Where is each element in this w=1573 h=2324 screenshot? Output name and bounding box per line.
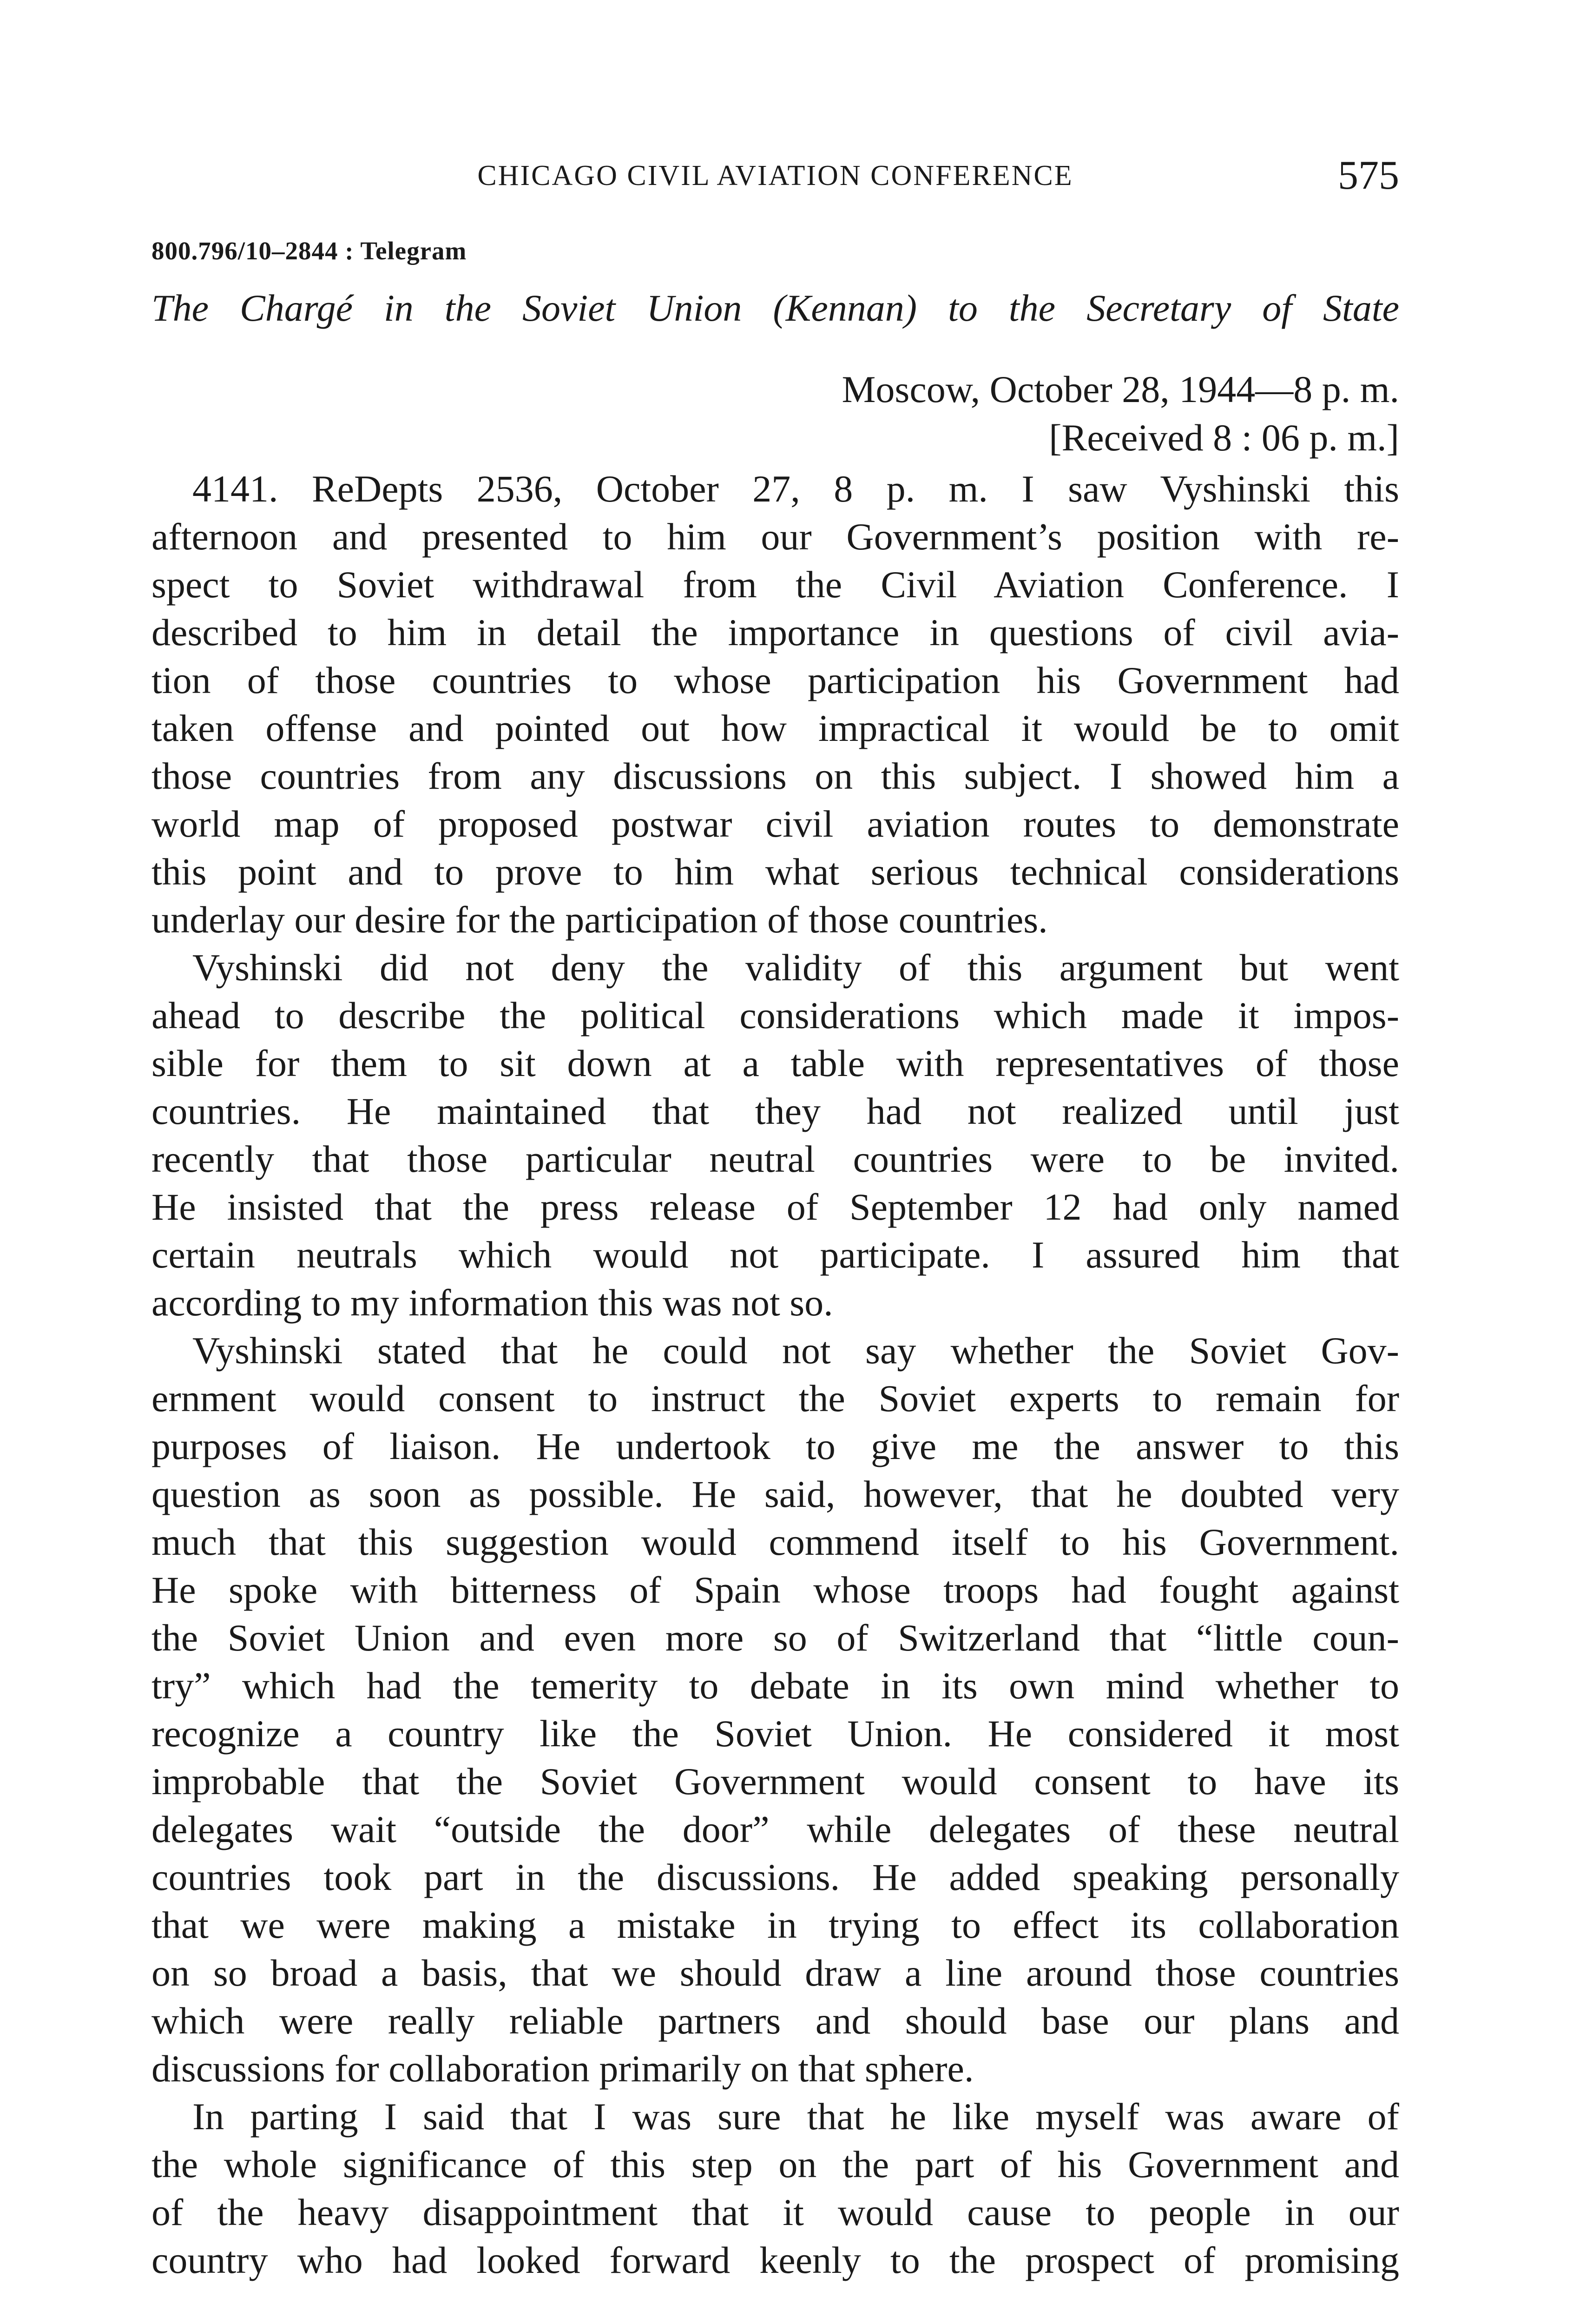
text-line: underlay our desire for the participation of those countries. [151, 898, 1048, 941]
text-line: afternoon and presented to him our Government’s position with re- [151, 515, 1399, 558]
text-line: recently that those particular neutral countries were to be invited. [151, 1138, 1399, 1180]
text-line: purposes of liaison. He undertook to give me the answer to this [151, 1425, 1399, 1467]
text-line: countries took part in the discussions. He added speaking personally [151, 1856, 1399, 1898]
text-line: the Soviet Union and even more so of Switzerland that “little coun- [151, 1617, 1399, 1659]
text-line: taken offense and pointed out how impractical it would be to omit [151, 707, 1399, 749]
document-reference: 800.796/10–2844 : Telegram [151, 237, 467, 265]
text-line: sible for them to sit down at a table with representatives of those [151, 1042, 1399, 1084]
text-line: those countries from any discussions on this subject. I showed him a [151, 755, 1399, 797]
dateline-block [842, 365, 1400, 462]
text-line: according to my information this was not so. [151, 1281, 833, 1324]
page-number: 575 [1338, 153, 1399, 198]
text-line: spect to Soviet withdrawal from the Civil Aviation Conference. I [151, 563, 1399, 606]
text-line: the whole significance of this step on the part of his Government and [151, 2143, 1399, 2185]
text-line: He insisted that the press release of September 12 had only named [151, 1186, 1399, 1228]
document-title: The Chargé in the Soviet Union (Kennan) to the Secretary of State [151, 287, 1399, 329]
running-title: CHICAGO CIVIL AVIATION CONFERENCE [477, 160, 1073, 191]
text-line: delegates wait “outside the door” while delegates of these neutral [151, 1808, 1399, 1850]
text-line: world map of proposed postwar civil aviation routes to demonstrate [151, 803, 1399, 845]
text-line: ernment would consent to instruct the Soviet experts to remain for [151, 1377, 1399, 1419]
text-line: 4141. ReDepts 2536, October 27, 8 p. m. I saw Vyshinski this [192, 468, 1399, 510]
body-text [151, 465, 1399, 2284]
running-head [151, 148, 1399, 204]
text-line: country who had looked forward keenly to the prospect of promising [151, 2239, 1399, 2281]
text-line: Vyshinski did not deny the validity of this argument but went [192, 946, 1399, 989]
paragraph [151, 1327, 1399, 2093]
text-line: question as soon as possible. He said, however, that he doubted very [151, 1473, 1399, 1515]
text-line: which were really reliable partners and should base our plans and [151, 2000, 1399, 2042]
text-line: He spoke with bitterness of Spain whose troops had fought against [151, 1569, 1399, 1611]
text-line: of the heavy disappointment that it would cause to people in our [151, 2191, 1399, 2233]
text-line: In parting I said that I was sure that he like myself was aware of [192, 2095, 1399, 2138]
text-line: try” which had the temerity to debate in its own mind whether to [151, 1664, 1399, 1707]
text-line: described to him in detail the importance in questions of civil avia- [151, 611, 1399, 654]
text-line: recognize a country like the Soviet Union. He considered it most [151, 1712, 1399, 1755]
received-time: [Received 8 : 06 p. m.] [1049, 416, 1399, 459]
dateline: Moscow, October 28, 1944—8 p. m. [842, 368, 1399, 410]
text-line: improbable that the Soviet Government would consent to have its [151, 1760, 1399, 1802]
paragraph [151, 465, 1399, 944]
text-line: much that this suggestion would commend itself to his Government. [151, 1521, 1399, 1563]
text-line: certain neutrals which would not participate. I assured him that [151, 1234, 1399, 1276]
text-line: on so broad a basis, that we should draw a line around those countries [151, 1952, 1399, 1994]
text-line: discussions for collaboration primarily on that sphere. [151, 2047, 974, 2090]
text-line: that we were making a mistake in trying to effect its collaboration [151, 1904, 1399, 1946]
text-line: Vyshinski stated that he could not say whether the Soviet Gov- [192, 1329, 1399, 1372]
text-line: this point and to prove to him what serious technical considerations [151, 851, 1399, 893]
text-line: ahead to describe the political considerations which made it impos- [151, 994, 1399, 1037]
text-line: tion of those countries to whose participation his Government had [151, 659, 1399, 701]
text-line: countries. He maintained that they had not realized until just [151, 1090, 1399, 1132]
paragraph [151, 2093, 1399, 2284]
paragraph [151, 944, 1399, 1327]
